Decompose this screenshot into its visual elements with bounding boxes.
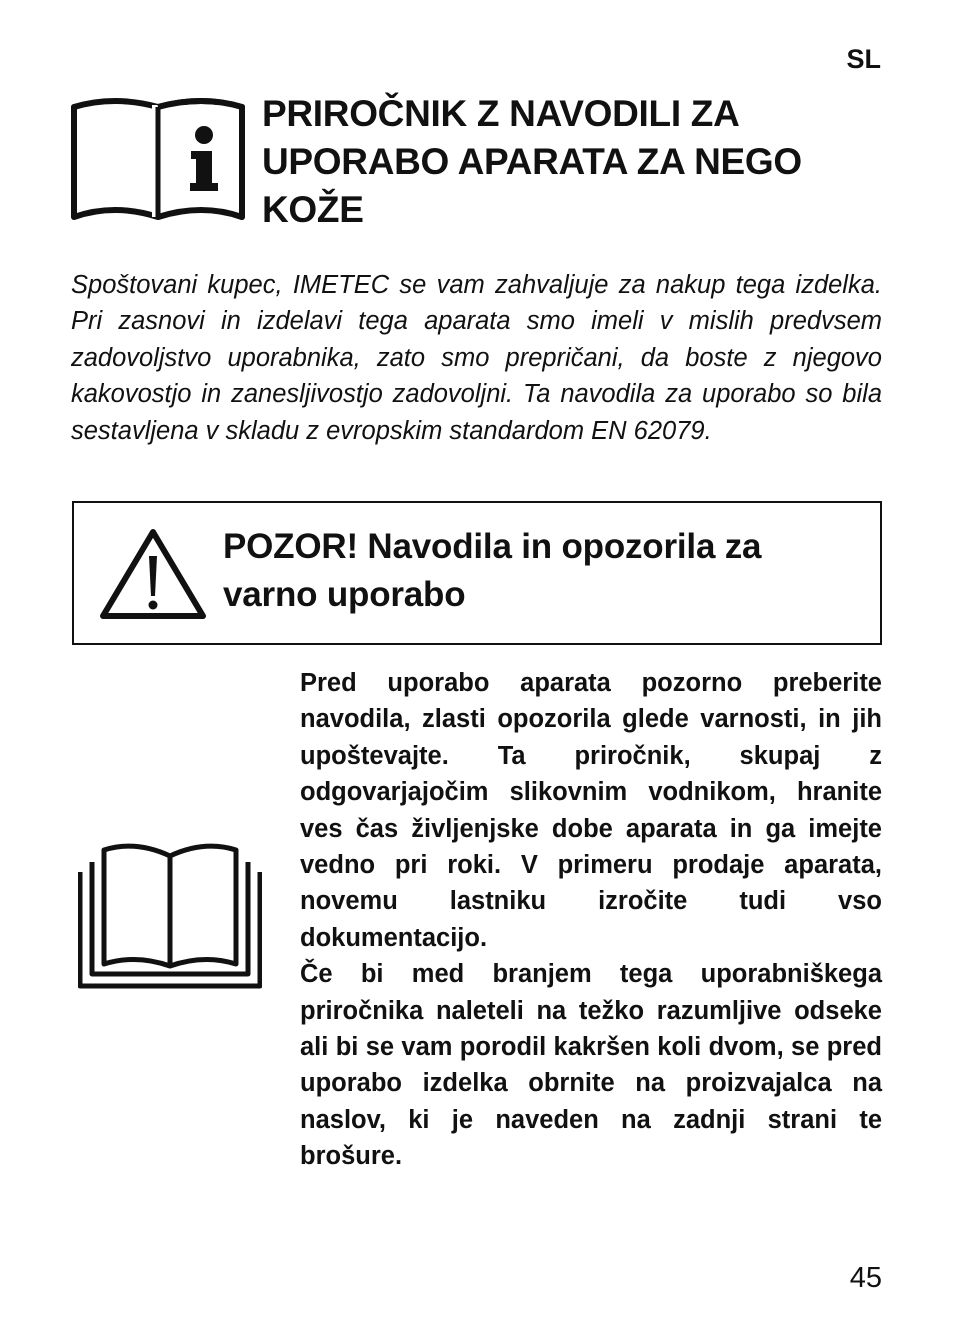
open-book-icon	[78, 842, 262, 990]
body-paragraph: Če bi med branjem tega uporabniškega priročnika naleteli na težko razumljive odseke ali bi se vam porodil kakršen koli dvom, se pred uporabo izdelka obrnite na proizvajalca na naslov, ki je naveden na zadnji strani te brošure.	[300, 960, 882, 1171]
title-line: UPORABO APARATA ZA NEGO	[262, 141, 802, 182]
language-code: SL	[846, 44, 881, 74]
safety-instructions	[300, 665, 882, 1175]
warning-title	[223, 523, 863, 619]
title-line: KOŽE	[262, 189, 364, 230]
warning-title-line: varno uporabo	[223, 575, 466, 614]
warning-box	[72, 501, 882, 645]
body-paragraph: Pred uporabo aparata pozorno preberite navodila, zlasti opozorila glede varnosti, in jih upoštevajte. Ta priročnik, skupaj z odgovarjajočim slikovnim vodnikom, hranite ves čas življenjske dobe aparata in ga imejte vedno pri roki. V primeru prodaje aparata, novemu lastniku izročite tudi vso dokumentacijo.	[300, 669, 882, 952]
title-line: PRIROČNIK Z NAVODILI ZA	[262, 93, 740, 134]
warning-triangle-icon	[98, 526, 208, 622]
document-title	[262, 90, 892, 234]
page-number: 45	[849, 1262, 882, 1294]
warning-title-line: POZOR! Navodila in opozorila za	[223, 527, 762, 566]
info-book-icon	[70, 95, 246, 221]
intro-paragraph: Spoštovani kupec, IMETEC se vam zahvaljuje za nakup tega izdelka. Pri zasnovi in izdelavi tega aparata smo imeli v mislih predvsem zadovoljstvo uporabnika, zato smo prepričani, da boste z njegovo kakovostjo in zanesljivostjo zadovoljni. Ta navodila za uporabo so bila sestavljena v skladu z evropskim standardom EN 62079.	[71, 271, 882, 445]
